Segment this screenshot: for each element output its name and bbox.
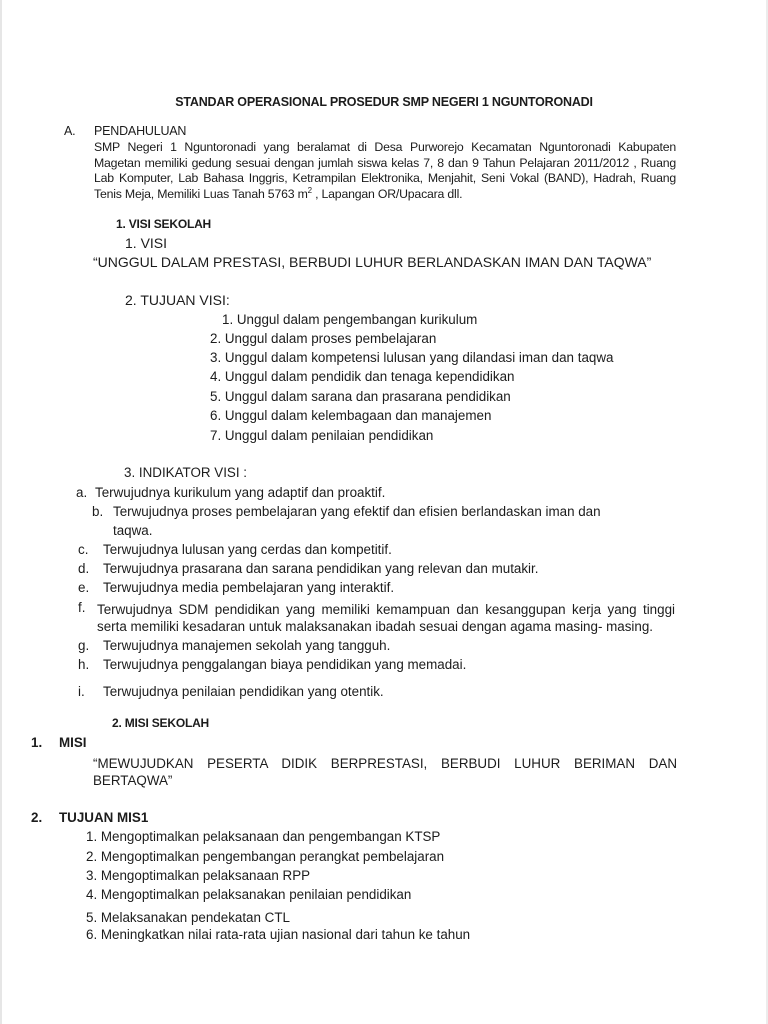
visi-label: 1. VISI: [125, 235, 168, 251]
indikator-letter: e.: [78, 580, 90, 595]
visi-text: “UNGGUL DALAM PRESTASI, BERBUDI LUHUR BERLANDASKAN IMAN DAN TAQWA”: [93, 254, 652, 270]
indikator-item-continued: serta memiliki kesadaran untuk malaksanakan ibadah sesuai dengan agama masing- masing.: [97, 619, 654, 634]
tujuan-visi-item: 3. Unggul dalam kompetensi lulusan yang dilandasi iman dan taqwa: [210, 350, 614, 365]
indikator-letter: i.: [78, 684, 85, 699]
indikator-letter: d.: [78, 561, 90, 576]
indikator-letter: c.: [78, 542, 89, 557]
document-title: STANDAR OPERASIONAL PROSEDUR SMP NEGERI 1 NGUNTORONADI: [175, 95, 593, 109]
tujuan-misi-number: 2.: [31, 810, 43, 825]
misi-text-continued: BERTAQWA”: [93, 773, 173, 788]
tujuan-misi-item: 1. Mengoptimalkan pelaksanaan dan pengembangan KTSP: [86, 829, 441, 844]
tujuan-visi-item: 4. Unggul dalam pendidik dan tenaga kependidikan: [210, 369, 515, 384]
pendahuluan-heading: PENDAHULUAN: [94, 124, 187, 138]
indikator-item: Terwujudnya penggalangan biaya pendidikan yang memadai.: [103, 657, 467, 672]
pendahuluan-text: SMP Negeri 1 Nguntoronadi yang beralamat di Desa Purworejo Kecamatan Nguntoronadi Kabupaten Magetan memiliki gedung sesuai dengan jumlah siswa kelas 7, 8 dan 9 Tahun Pelajaran 2011/2012 , Ruang Lab Komputer, Lab Bahasa Inggris, Ketrampilan Elektronika, Menjahit, Seni Vokal (BAND), Hadrah, Ruang Tenis Meja, Memiliki Luas Tanah 5763 m: [94, 140, 676, 201]
tujuan-misi-item: 2. Mengoptimalkan pengembangan perangkat pembelajaran: [86, 849, 445, 864]
indikator-letter: f.: [78, 600, 86, 615]
misi-text: “MEWUJUDKAN PESERTA DIDIK BERPRESTASI, BERBUDI LUHUR BERIMAN DAN: [93, 756, 677, 771]
misi-statement: [93, 754, 677, 773]
superscript: 2: [307, 185, 312, 195]
indikator-item: Terwujudnya kurikulum yang adaptif dan proaktif.: [95, 485, 386, 500]
indikator-letter: g.: [78, 638, 90, 653]
indikator-item: Terwujudnya prasarana dan sarana pendidikan yang relevan dan mutakir.: [103, 561, 539, 576]
misi-label: MISI: [59, 735, 87, 750]
indikator-item: Terwujudnya lulusan yang cerdas dan kompetitif.: [103, 542, 392, 557]
page-edge-left: [0, 0, 2, 1024]
indikator-item: Terwujudnya media pembelajaran yang interaktif.: [103, 580, 395, 595]
pendahuluan-text-end: , Lapangan OR/Upacara dll.: [311, 186, 463, 201]
indikator-item-continued: taqwa.: [113, 523, 153, 538]
pendahuluan-paragraph: [94, 140, 676, 202]
tujuan-visi-item: 6. Unggul dalam kelembagaan dan manajemen: [210, 408, 492, 423]
tujuan-misi-item: 6. Meningkatkan nilai rata-rata ujian nasional dari tahun ke tahun: [86, 927, 471, 942]
section-letter: A.: [64, 124, 76, 138]
visi-sekolah-heading: 1. VISI SEKOLAH: [116, 217, 212, 231]
indikator-item: Terwujudnya proses pembelajaran yang efektif dan efisien berlandaskan iman dan: [113, 504, 601, 519]
indikator-item: Terwujudnya manajemen sekolah yang tangguh.: [103, 638, 391, 653]
tujuan-misi-item: 5. Melaksanakan pendekatan CTL: [86, 910, 290, 925]
tujuan-misi-item: 3. Mengoptimalkan pelaksanaan RPP: [86, 868, 311, 883]
indikator-letter: b.: [92, 504, 104, 519]
misi-number: 1.: [31, 735, 43, 750]
indikator-item-f: [97, 600, 675, 619]
indikator-letter: h.: [78, 657, 90, 672]
tujuan-misi-item: 4. Mengoptimalkan pelaksanakan penilaian pendidikan: [86, 887, 412, 902]
tujuan-visi-item: 2. Unggul dalam proses pembelajaran: [210, 331, 437, 346]
indikator-item: Terwujudnya penilaian pendidikan yang otentik.: [103, 684, 384, 699]
tujuan-visi-item: 5. Unggul dalam sarana dan prasarana pendidikan: [210, 389, 511, 404]
indikator-item: Terwujudnya SDM pendidikan yang memiliki kemampuan dan kesanggupan kerja yang tinggi: [97, 602, 675, 617]
indikator-visi-label: 3. INDIKATOR VISI :: [124, 465, 248, 480]
indikator-letter: a.: [76, 485, 88, 500]
misi-sekolah-heading: 2. MISI SEKOLAH: [112, 716, 210, 730]
tujuan-visi-label: 2. TUJUAN VISI:: [125, 292, 230, 308]
tujuan-visi-item: 7. Unggul dalam penilaian pendidikan: [210, 428, 434, 443]
tujuan-misi-label: TUJUAN MIS1: [59, 810, 149, 825]
tujuan-visi-item: 1. Unggul dalam pengembangan kurikulum: [222, 312, 478, 327]
